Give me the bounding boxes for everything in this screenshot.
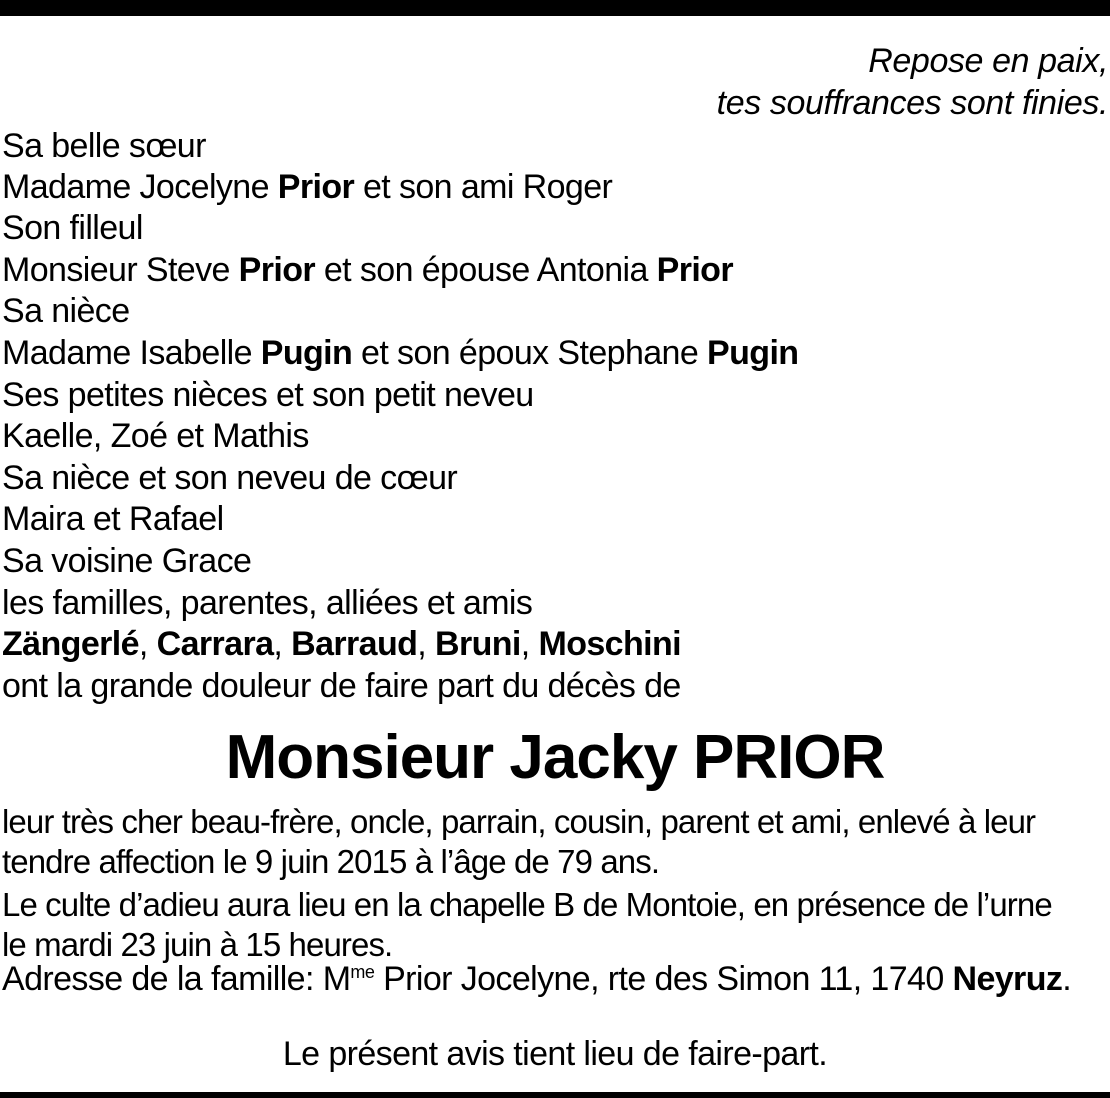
family-line-4: Monsieur Steve Prior et son épouse Antonia Prior (2, 251, 733, 289)
surname: Prior (277, 168, 355, 206)
body-line-2: tendre affection le 9 juin 2015 à l’âge de 79 ans. (2, 843, 660, 880)
family-line-8: Kaelle, Zoé et Mathis (2, 417, 309, 455)
surname: Pugin (260, 334, 353, 372)
bottom-rule (0, 1092, 1110, 1098)
family-surnames-line: Zängerlé, Carrara, Barraud, Bruni, Moschini (2, 625, 682, 663)
town: Neyruz (952, 960, 1063, 998)
epigraph (717, 40, 1108, 124)
body-line-4: le mardi 23 juin à 15 heures. (2, 926, 393, 963)
family-line-2: Madame Jocelyne Prior et son ami Roger (2, 168, 613, 206)
surname: Barraud (291, 625, 418, 663)
epigraph-line-1: Repose en paix, (868, 42, 1108, 80)
family-line-11: Sa voisine Grace (2, 542, 252, 580)
surname: Bruni (435, 625, 521, 663)
family-line-1: Sa belle sœur (2, 127, 206, 165)
family-line-10: Maira et Rafael (2, 500, 224, 538)
surname: Pugin (707, 334, 799, 372)
surname: Carrara (156, 625, 274, 663)
top-rule (0, 0, 1110, 16)
family-line-5: Sa nièce (2, 292, 130, 330)
family-line-9: Sa nièce et son neveu de cœur (2, 459, 458, 497)
announcement-line: ont la grande douleur de faire part du décès de (2, 667, 681, 705)
surname: Prior (238, 251, 316, 289)
surname: Moschini (538, 625, 682, 663)
surname: Prior (656, 251, 733, 289)
body-line-1: leur très cher beau-frère, oncle, parrain, cousin, parent et ami, enlevé à leur (2, 803, 1036, 840)
family-line-7: Ses petites nièces et son petit neveu (2, 376, 534, 414)
body-line-3: Le culte d’adieu aura lieu en la chapelle B de Montoie, en présence de l’urne (2, 886, 1052, 923)
family-line-3: Son filleul (2, 209, 143, 247)
family-line-12: les familles, parentes, alliées et amis (2, 584, 533, 622)
surname: Zängerlé (2, 625, 139, 663)
deceased-name: Monsieur Jacky PRIOR (225, 723, 885, 792)
closing-note: Le présent avis tient lieu de faire-part. (282, 1035, 828, 1073)
family-address: Adresse de la famille: $M^{me}$ Prior Jocelyne, rte des Simon 11, 1740 Neyruz. (2, 960, 1072, 998)
epigraph-line-2: tes souffrances sont finies. (716, 84, 1108, 122)
family-line-6: Madame Isabelle Pugin et son époux Stephane Pugin (2, 334, 799, 372)
